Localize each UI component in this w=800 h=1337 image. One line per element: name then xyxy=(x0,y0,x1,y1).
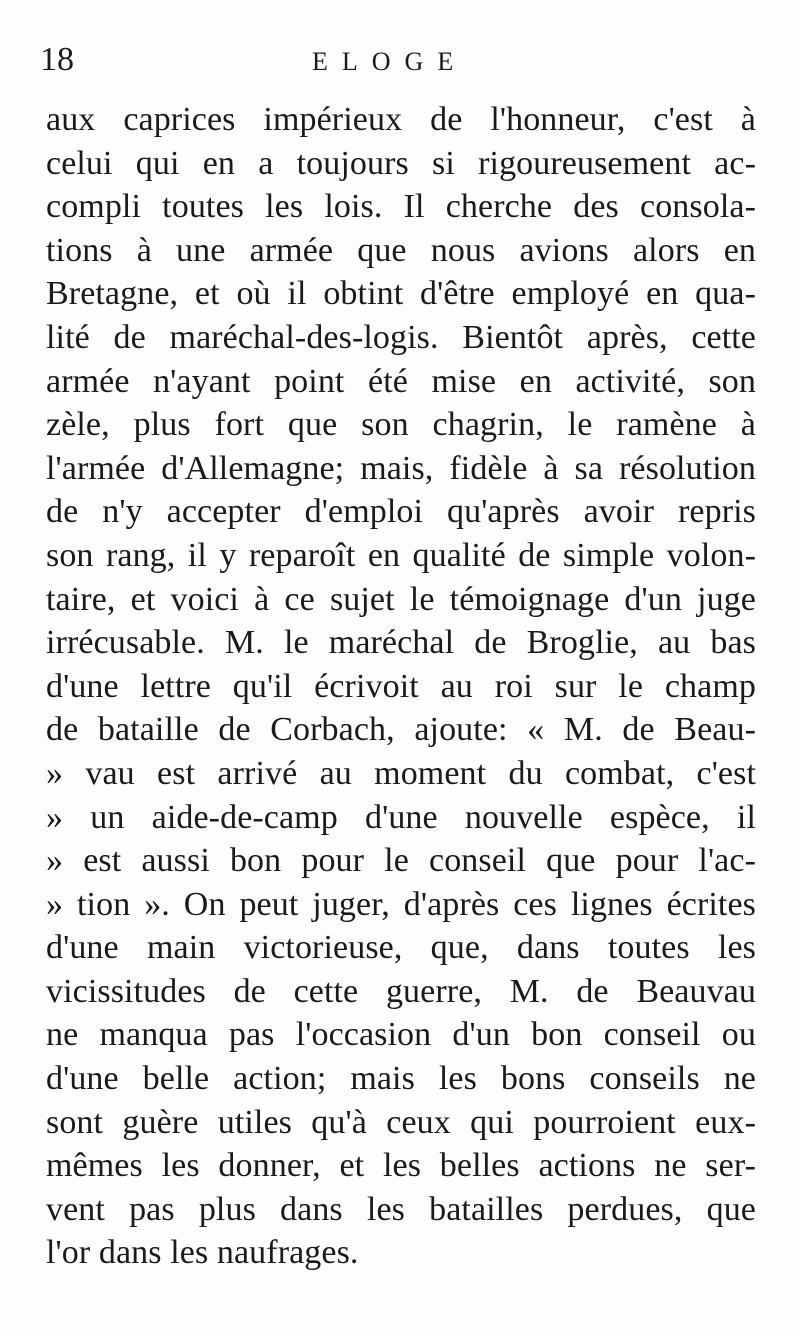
page-number: 18 xyxy=(40,41,74,78)
text-line: d'une main victorieuse, que, dans toutes les xyxy=(46,929,756,967)
text-line: lité de maréchal-des-logis. Bientôt après, cette xyxy=(46,318,756,356)
text-line: mêmes les donner, et les belles actions ne ser- xyxy=(46,1147,756,1185)
body-text xyxy=(46,98,756,1275)
text-line: Bretagne, et où il obtint d'être employé en qua- xyxy=(46,275,756,313)
text-line: d'une lettre qu'il écrivoit au roi sur le champ xyxy=(46,667,756,705)
text-line: vent pas plus dans les batailles perdues, que xyxy=(46,1190,756,1228)
text-line: de n'y accepter d'emploi qu'après avoir repris xyxy=(46,493,756,531)
text-line: armée n'ayant point été mise en activité, son xyxy=(46,362,756,400)
text-line: celui qui en a toujours si rigoureusement ac- xyxy=(46,144,756,182)
text-line: » un aide-de-camp d'une nouvelle espèce, il xyxy=(46,798,756,836)
text-line: » vau est arrivé au moment du combat, c'est xyxy=(46,754,756,792)
text-line: zèle, plus fort que son chagrin, le ramène à xyxy=(46,406,756,444)
text-line: tions à une armée que nous avions alors en xyxy=(46,231,756,269)
text-line: sont guère utiles qu'à ceux qui pourroient eux- xyxy=(46,1103,756,1141)
text-line: taire, et voici à ce sujet le témoignage d'un juge xyxy=(46,580,756,618)
text-line: » tion ». On peut juger, d'après ces lignes écrites xyxy=(46,885,756,923)
running-head xyxy=(40,40,780,80)
text-line: ne manqua pas l'occasion d'un bon conseil ou xyxy=(46,1016,756,1054)
text-line: l'armée d'Allemagne; mais, fidèle à sa résolution xyxy=(46,449,756,487)
text-line: compli toutes les lois. Il cherche des consola- xyxy=(46,188,756,226)
text-line: » est aussi bon pour le conseil que pour l'ac- xyxy=(46,842,756,880)
text-line: de bataille de Corbach, ajoute: « M. de Beau- xyxy=(46,711,756,749)
running-title: ELOGE xyxy=(312,47,468,76)
text-line: d'une belle action; mais les bons conseils ne xyxy=(46,1060,756,1098)
text-line: irrécusable. M. le maréchal de Broglie, au bas xyxy=(46,624,756,662)
text-line: l'or dans les naufrages. xyxy=(46,1234,359,1272)
text-line: aux caprices impérieux de l'honneur, c'est à xyxy=(46,101,756,138)
text-line: son rang, il y reparoît en qualité de simple volon- xyxy=(46,536,756,574)
text-line: vicissitudes de cette guerre, M. de Beauvau xyxy=(46,972,756,1010)
